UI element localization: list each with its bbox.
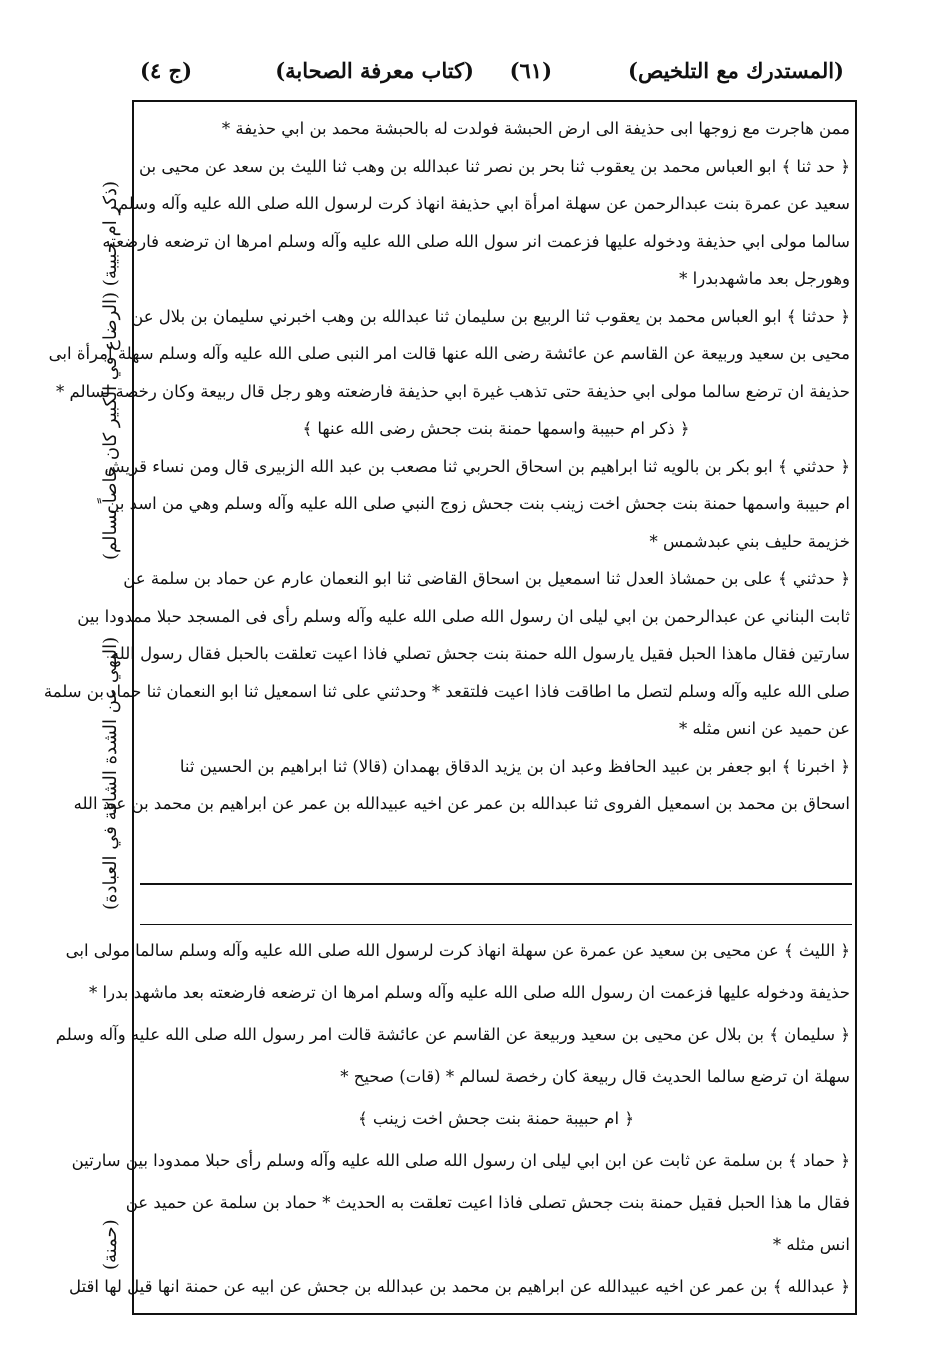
commentary-line: فقال ما هذا الحبل فقيل حمنة بنت جحش تصلى فاذا اعيت تعلقت به الحديث * حماد بن سلمة عن حميد عن [125,1193,850,1212]
text-line: ام حبيبة واسمها حمنة بنت جحش اخت زينب بنت جحش زوج النبي صلى الله عليه وآله وسلم وهي من اسد بن [107,494,850,513]
text-line: ﴿ حد ثنا ﴾ ابو العباس محمد بن يعقوب ثنا بحر بن نصر ثنا عبدالله بن وهب ثنا الليث بن سعد عن محيى بن [138,156,850,176]
text-line: عن حميد عن انس مثله * [678,719,850,738]
commentary-line: ﴿ سليمان ﴾ بن بلال عن محيى بن سعيد وربيعة عن القاسم عن عائشة قالت امر رسول الله صلى الله عليه وآله وسلم [55,1025,850,1044]
text-line: ﴿ حدثني ﴾ ابو بكر بن بالويه ثنا ابراهيم بن اسحاق الحربي ثنا مصعب بن عبد الله الزبيرى قال ومن نساء قريش [104,456,850,476]
commentary-line: ﴿ الليث ﴾ عن محيى بن سعيد عن عمرة عن سهلة انهاذ كرت لرسول الله صلى الله عليه وآله وسلم سالما مولى ابى [65,941,850,960]
margin-note: (الرضاع في الكبير كان خاصاً بسالم) (ذكر ام حبيبة) [100,180,121,560]
text-line: خزيمة حليف بني عبدشمس * [649,531,850,551]
volume-label: (ج ٤) [140,58,193,83]
commentary-heading: ﴿ ام حبيبة حمنة بنت جحش اخت زينب ﴾ [357,1109,635,1128]
commentary-line: انس مثله * [772,1235,850,1254]
text-line: ممن هاجرت مع زوجها ابى حذيفة الى ارض الحبشة فولدت له بالحبشة محمد بن ابي حذيفة * [221,119,850,138]
footnote-divider-thin [140,924,852,925]
text-line: حذيفة ان ترضع سالما مولى ابي حذيفة حتى تذهب غيرة ابي حذيفة فارضعته وهو رجل قال ربيعة وكان رخصة لسالم * [55,381,850,401]
book-section: (كتاب معرفة الصحابة) [275,58,474,83]
commentary-line: ﴿ عبدالله ﴾ بن عمر عن اخيه عبيدالله عن ابراهيم بن محمد بن عبدالله بن جحش عن ابيه عن حمنة انها قيل لها اقتل [69,1277,850,1296]
text-line: ﴿ حدثنا ﴾ ابو العباس محمد بن يعقوب ثنا الربيع بن سليمان ثنا عبدالله بن وهب اخبرني سليمان بن بلال عن [131,306,850,326]
footnote-divider [140,883,852,885]
commentary-line: ﴿ حماد ﴾ بن سلمة عن ثابت عن ابن ابي ليلى ان رسول الله صلى الله عليه وآله وسلم رأى حبلا ممدودا بين سارتين [71,1151,850,1170]
text-line: سالما مولى ابي حذيفة ودخوله عليها فزعمت انر سول الله صلى الله عليه وآله وسلم امرها ان ترضعه فارضعته [102,231,850,251]
margin-note: (حمنة) [100,1219,121,1270]
commentary-line: سهلة ان ترضع سالما الحديث قال ربيعة كان رخصة لسالم * (قات) صحيح * [340,1067,850,1086]
text-line: محيى بن سعيد وربيعة عن القاسم عن عائشة رضى الله عنها قالت امر النبى صلى الله عليه وآله وسلم سهلة امرأة ابى [48,344,850,363]
text-line: ثابت البناني عن عبدالرحمن بن ابي ليلى ان رسول الله صلى الله عليه وآله وسلم رأى فى المسجد حبلا ممدودا بين [77,606,850,626]
page-number: (٦١) [509,58,552,83]
commentary-text [55,930,850,1308]
margin-note: (النهي عن الشدة الشاقة في العبادة) [100,636,121,910]
text-line: اسحاق بن محمد بن اسمعيل الفروى ثنا عبدالله بن عمر عن اخيه عبيدالله بن عمر عن ابراهيم بن محمد بن عبد الله [73,794,850,813]
section-heading: ﴿ ذكر ام حبيبة واسمها حمنة بنت جحش رضى الله عنها ﴾ [302,419,690,438]
running-header [132,56,852,96]
text-line: سعيد عن عمرة بنت عبدالرحمن عن سهلة امرأة ابي حذيفة انهاذ كرت لرسول الله صلى الله عليه وآله وسلم [117,194,850,213]
text-line: ﴿ اخبرنا ﴾ ابو جعفر بن عبيد الحافظ وعبد ان بن يزيد الدقاق بهمدان (قالا) ثنا ابراهيم بن الحسين ثنا [179,756,850,776]
text-line: وهورجل بعد ماشهدبدرا * [679,269,850,288]
header-title: (المستدرك مع التلخيص) [628,58,844,83]
text-line: صلى الله عليه وآله وسلم لتصل ما اطاقت فاذا اعيت فلتقعد * وحدثني على ثنا اسمعيل ثنا ابو النعمان ثنا حماد بن سلمة [43,681,850,701]
commentary-line: حذيفة ودخوله عليها فزعمت ان رسول الله صلى الله عليه وآله وسلم امرها ان ترضعه فارضعته بعد ماشهد بدرا * [89,983,850,1002]
text-line: ﴿ حدثني ﴾ على بن حمشاذ العدل ثنا اسمعيل بن اسحاق القاضى ثنا ابو النعمان عارم عن حماد بن سلمة عن [123,569,850,588]
text-line: سارتين فقال ماهذا الحبل فقيل يارسول الله حمنة بنت جحش تصلي فاذا اعيت تعلقت بالحبل فقال رسول الله [110,644,850,663]
